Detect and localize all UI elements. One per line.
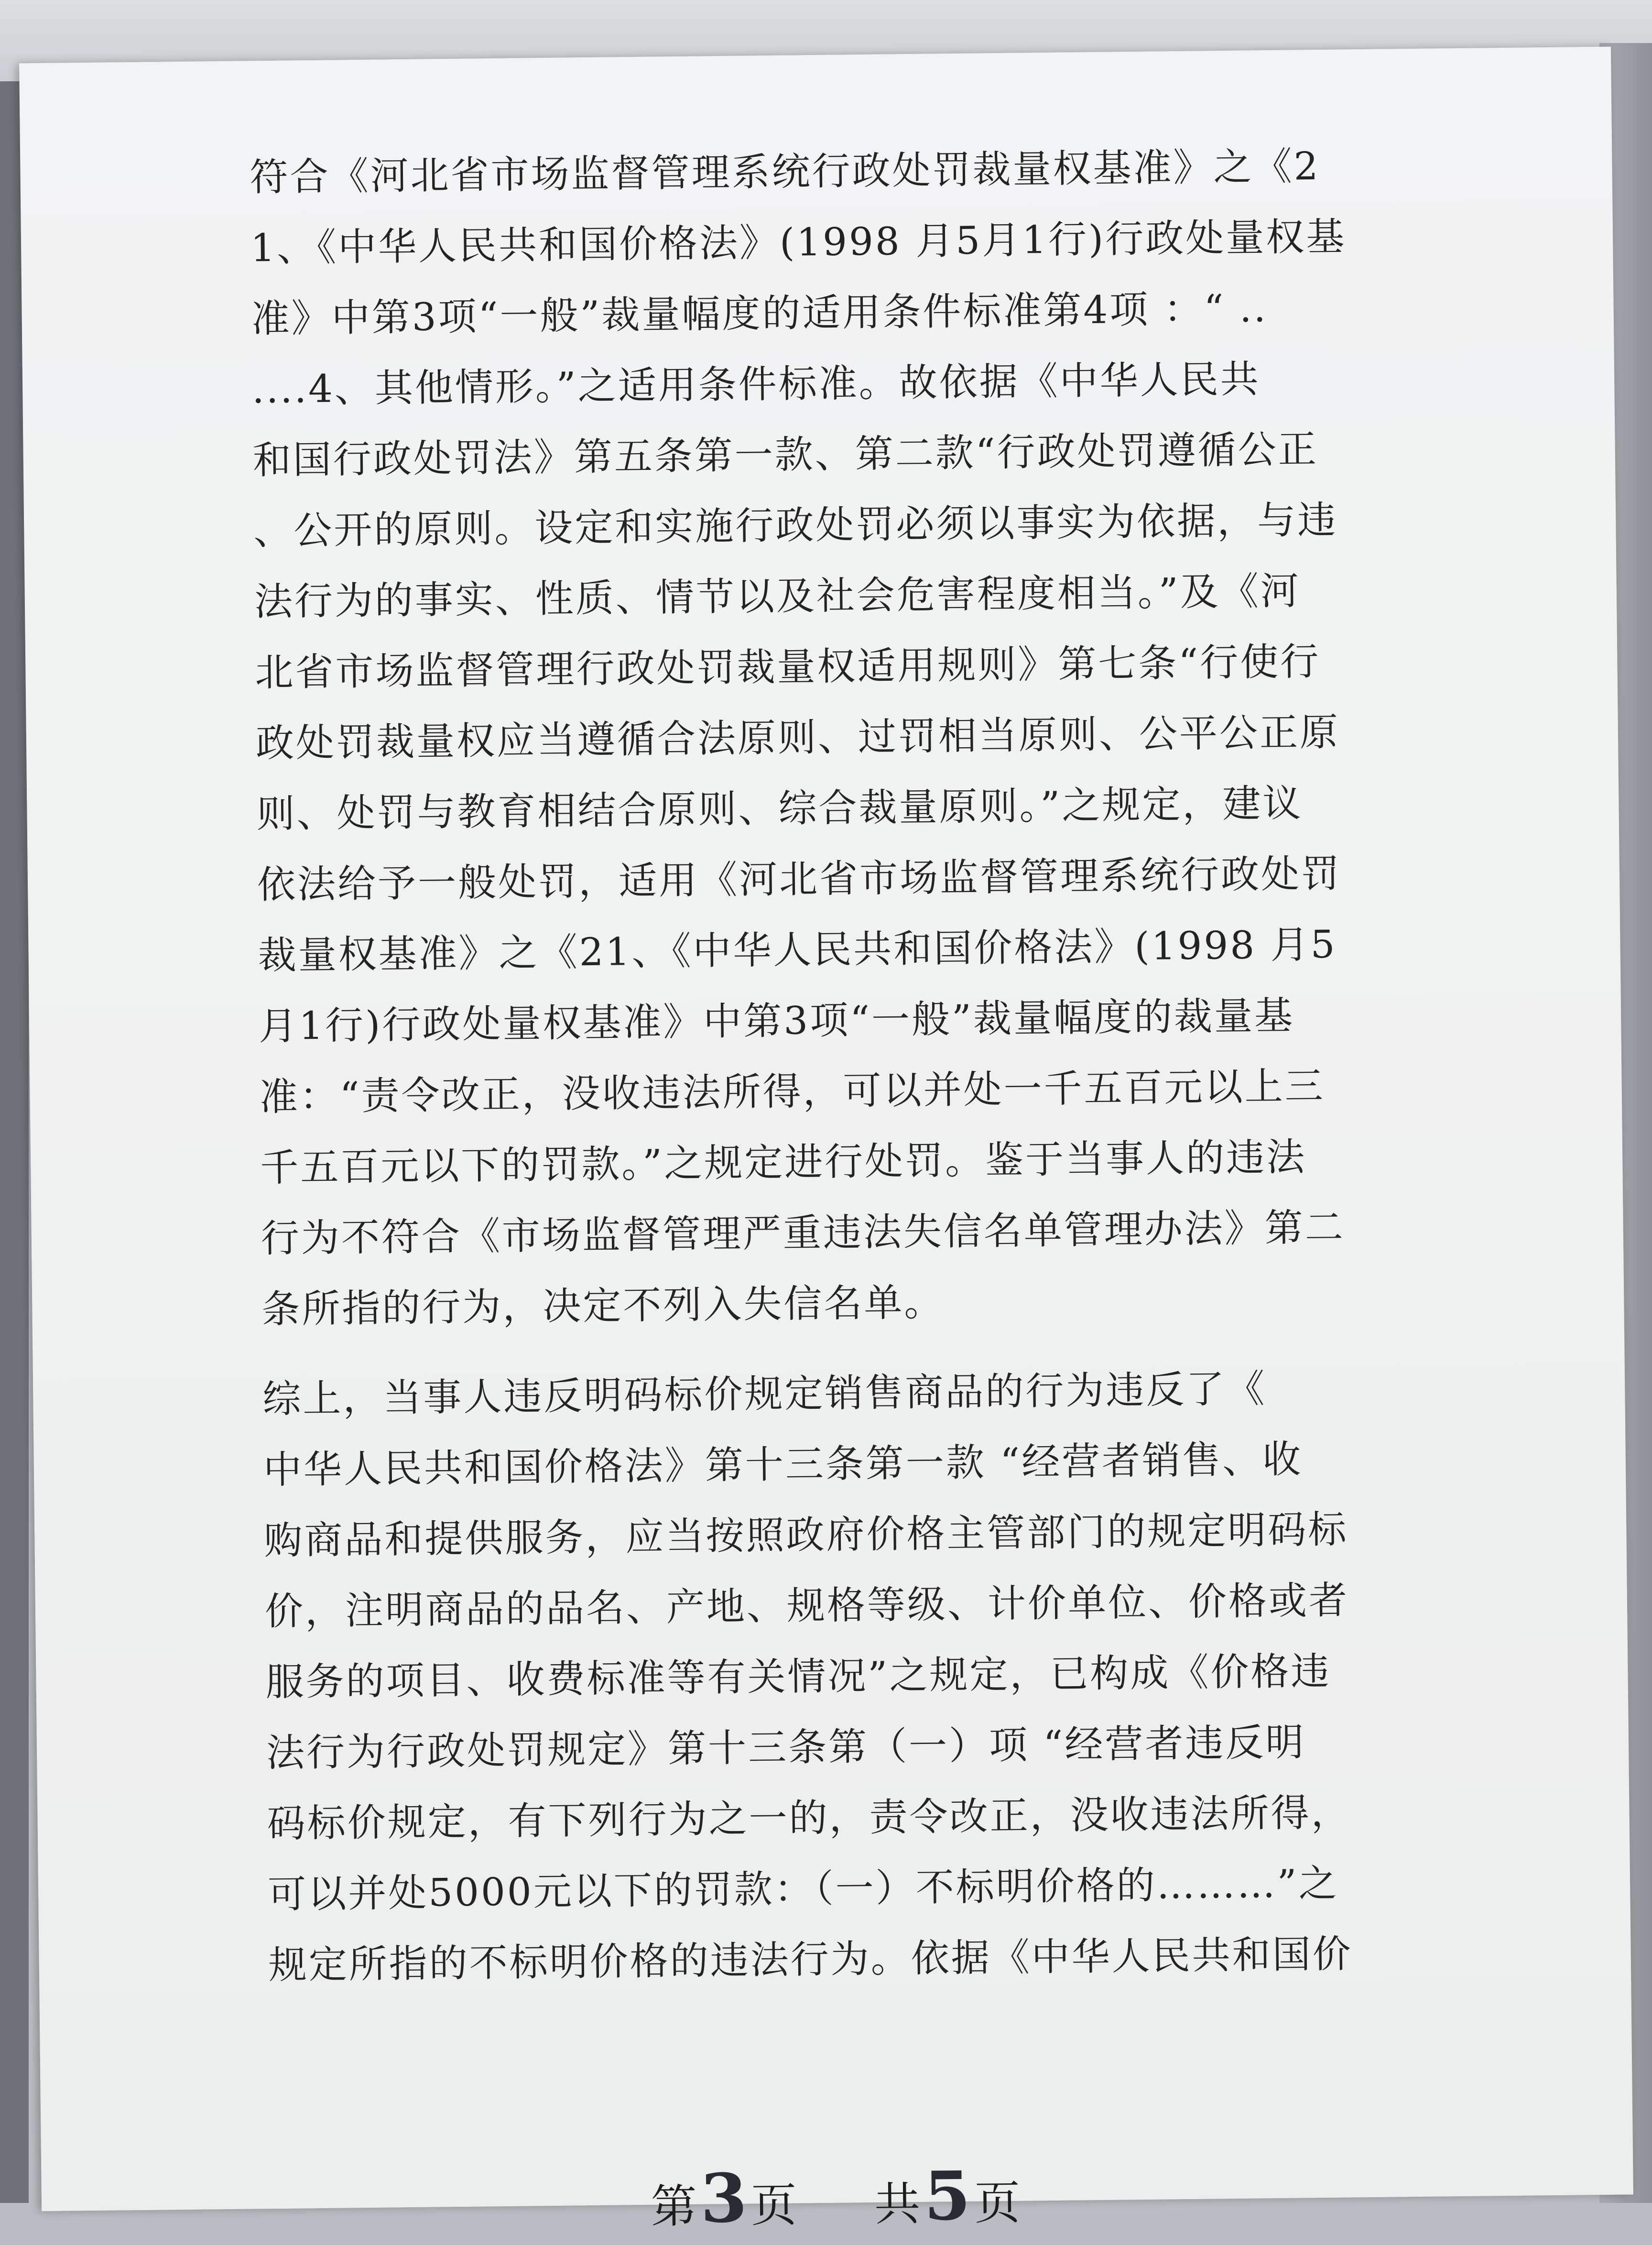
text-line: 法行为行政处罚规定》第十三条第（一）项 “经营者违反明 [266,1720,1306,1776]
total-label: 页 [974,2176,1025,2230]
text-line: 和国行政处罚法》第五条第一款、第二款“行政处罚遵循公正 [252,427,1319,483]
text-line: 规定所指的不标明价格的违法行为。依据《中华人民共和国价 [268,1931,1353,1988]
text-line: 购商品和提供服务，应当按照政府价格主管部门的规定明码标 [263,1507,1348,1563]
text-line: 行为不符合《市场监督管理严重违法失信名单管理办法》第二 [261,1205,1346,1261]
text-line: 中华人民共和国价格法》第十三条第一款 “经营者销售、收 [263,1437,1303,1493]
text-line: 裁量权基准》之《21、《中华人民共和国价格法》(1998 月5 [258,922,1337,978]
text-line: 法行为的事实、性质、情节以及社会危害程度相当。”及《河 [254,568,1301,624]
text-line: 综上，当事人违反明码标价规定销售商品的行为违反了《 [262,1366,1267,1422]
text-line: 则、处罚与教育相结合原则、综合裁量原则。”之规定，建议 [256,781,1303,837]
document-page [19,47,1633,2238]
text-line: 千五百元以下的罚款。”之规定进行处罚。鉴于当事人的违法 [260,1134,1307,1190]
text-line: 符合《河北省市场监督管理系统行政处罚裁量权基准》之《2 [250,143,1320,200]
text-line: 可以并处5000元以下的罚款：（一）不标明价格的………”之 [267,1861,1339,1917]
page-label: 页 [750,2178,801,2233]
text-line: ....4、其他情形。”之适用条件标准。故依据《中华人民共 [251,357,1261,412]
page-footer [41,2150,1634,2245]
text-line: 码标价规定，有下列行为之一的，责令改正，没收违法所得， [267,1790,1352,1846]
text-line: 价，注明商品的品名、产地、规格等级、计价单位、价格或者 [264,1578,1349,1634]
page-prefix: 第 [651,2179,701,2234]
text-line: 、公开的原则。设定和实施行政处罚必须以事实为依据，与违 [253,497,1338,554]
text-line: 依法给予一般处罚，适用《河北省市场监督管理系统行政处罚 [257,851,1342,907]
text-line: 月1行)行政处量权基准》中第3项“一般”裁量幅度的裁量基 [258,993,1295,1049]
text-line: 北省市场监督管理行政处罚裁量权适用规则》第七条“行使行 [254,639,1321,695]
total-pages: 5 [924,2157,975,2236]
text-line: 政处罚裁量权应当遵循合法原则、过罚相当原则、公平公正原 [255,709,1340,766]
page-number: 3 [700,2159,751,2238]
text-line: 准：“责令改正，没收违法所得，可以并处一千五百元以上三 [259,1063,1326,1120]
document-body [250,129,1502,2001]
total-prefix: 共 [874,2177,924,2231]
text-line: 1、《中华人民共和国价格法》(1998 月5月1行)行政处量权基 [250,214,1347,271]
text-line: 服务的项目、收费标准等有关情况”之规定，已构成《价格违 [265,1648,1331,1705]
text-line: 准》中第3项“一般”裁量幅度的适用条件标准第4项 ：“ .. [251,286,1268,341]
text-line: 条所指的行为，决定不列入失信名单。 [261,1280,945,1332]
